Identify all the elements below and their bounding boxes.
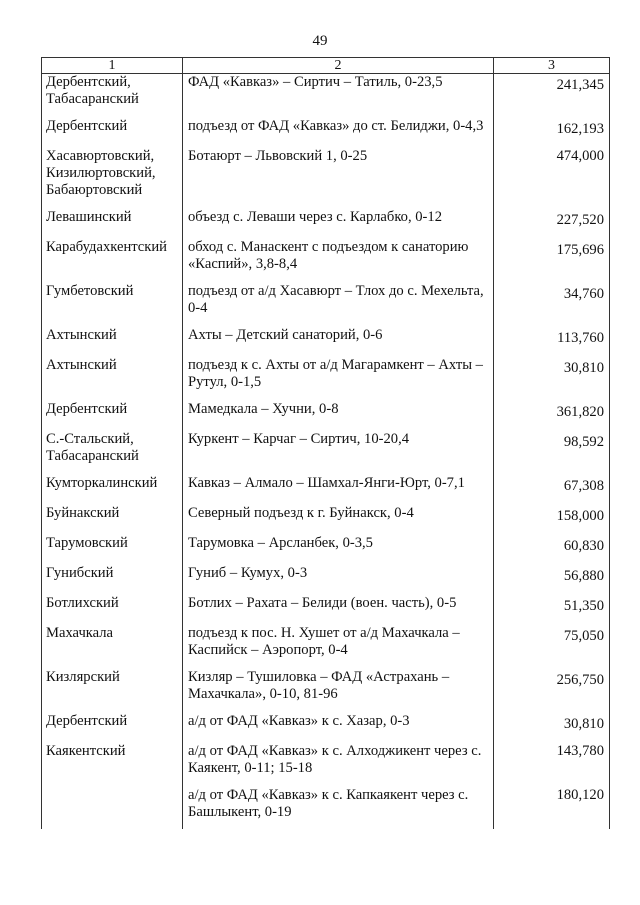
table-row [42,565,610,595]
table-row [42,118,610,148]
table-row [42,743,610,787]
table-row [42,239,610,283]
value-cell: 51,350 [494,595,610,625]
district-cell: Кизлярский [42,669,183,713]
district-cell: Дербентский, Табасаранский [42,74,183,119]
value-cell: 60,830 [494,535,610,565]
value-cell: 158,000 [494,505,610,535]
district-cell: Кумторкалинский [42,475,183,505]
value-cell: 56,880 [494,565,610,595]
road-cell: Кизляр – Тушиловка – ФАД «Астрахань – Махачкала», 0-10, 81-96 [183,669,494,713]
value-cell: 113,760 [494,327,610,357]
road-cell: обход с. Манаскент с подъездом к санаторию «Каспий», 3,8-8,4 [183,239,494,283]
road-cell: а/д от ФАД «Кавказ» к с. Алходжикент через с. Каякент, 0-11; 15-18 [183,743,494,787]
table-row [42,357,610,401]
district-cell: Дербентский [42,713,183,743]
district-cell: Махачкала [42,625,183,669]
district-cell: Тарумовский [42,535,183,565]
district-cell: Карабудахкентский [42,239,183,283]
value-cell: 143,780 [494,743,610,787]
table-row [42,148,610,209]
road-cell: Ботаюрт – Львовский 1, 0-25 [183,148,494,209]
road-cell: Кавказ – Алмало – Шамхал-Янги-Юрт, 0-7,1 [183,475,494,505]
value-cell: 175,696 [494,239,610,283]
district-cell [42,787,183,829]
road-cell: подъезд к пос. Н. Хушет от а/д Махачкала – Каспийск – Аэропорт, 0-4 [183,625,494,669]
value-cell: 256,750 [494,669,610,713]
value-cell: 227,520 [494,209,610,239]
road-cell: объезд с. Леваши через с. Карлабко, 0-12 [183,209,494,239]
table-row [42,595,610,625]
value-cell: 474,000 [494,148,610,209]
value-cell: 162,193 [494,118,610,148]
table-row [42,505,610,535]
district-cell: Ахтынский [42,327,183,357]
column-header-3: 3 [494,58,610,74]
road-cell: подъезд к с. Ахты от а/д Магарамкент – Ахты – Рутул, 0-1,5 [183,357,494,401]
road-cell: Северный подъезд к г. Буйнакск, 0-4 [183,505,494,535]
road-cell: Ботлих – Рахата – Белиди (воен. часть), 0-5 [183,595,494,625]
road-cell: а/д от ФАД «Кавказ» к с. Капкаякент через с. Башлыкент, 0-19 [183,787,494,829]
value-cell: 30,810 [494,357,610,401]
value-cell: 98,592 [494,431,610,475]
road-cell: Гуниб – Кумух, 0-3 [183,565,494,595]
road-cell: подъезд от ФАД «Кавказ» до ст. Белиджи, 0-4,3 [183,118,494,148]
value-cell: 361,820 [494,401,610,431]
page-number: 49 [312,33,328,49]
road-cell: подъезд от а/д Хасавюрт – Тлох до с. Мехельта, 0-4 [183,283,494,327]
district-cell: С.-Стальский, Табасаранский [42,431,183,475]
column-header-2: 2 [183,58,494,74]
district-cell: Каякентский [42,743,183,787]
district-cell: Гумбетовский [42,283,183,327]
table-row [42,625,610,669]
column-header-1: 1 [42,58,183,74]
table-header-row [42,58,610,74]
value-cell: 180,120 [494,787,610,829]
table-row [42,209,610,239]
road-cell: ФАД «Кавказ» – Сиртич – Татиль, 0-23,5 [183,74,494,119]
road-cell: Куркент – Карчаг – Сиртич, 10-20,4 [183,431,494,475]
district-cell: Гунибский [42,565,183,595]
value-cell: 67,308 [494,475,610,505]
table-row [42,431,610,475]
road-cell: Мамедкала – Хучни, 0-8 [183,401,494,431]
district-cell: Хасавюртовский, Кизилюртовский, Бабаюртовский [42,148,183,209]
road-cell: а/д от ФАД «Кавказ» к с. Хазар, 0-3 [183,713,494,743]
value-cell: 241,345 [494,74,610,119]
district-cell: Ботлихский [42,595,183,625]
district-cell: Левашинский [42,209,183,239]
table-row [42,787,610,829]
district-cell: Буйнакский [42,505,183,535]
value-cell: 30,810 [494,713,610,743]
table-row [42,74,610,119]
table-row [42,283,610,327]
district-cell: Дербентский [42,118,183,148]
table-row [42,713,610,743]
district-cell: Ахтынский [42,357,183,401]
table-row [42,475,610,505]
road-cell: Тарумовка – Арсланбек, 0-3,5 [183,535,494,565]
table-row [42,401,610,431]
table-row [42,669,610,713]
district-cell: Дербентский [42,401,183,431]
table-row [42,535,610,565]
table-row [42,327,610,357]
roads-table [41,57,610,829]
road-cell: Ахты – Детский санаторий, 0-6 [183,327,494,357]
value-cell: 34,760 [494,283,610,327]
value-cell: 75,050 [494,625,610,669]
